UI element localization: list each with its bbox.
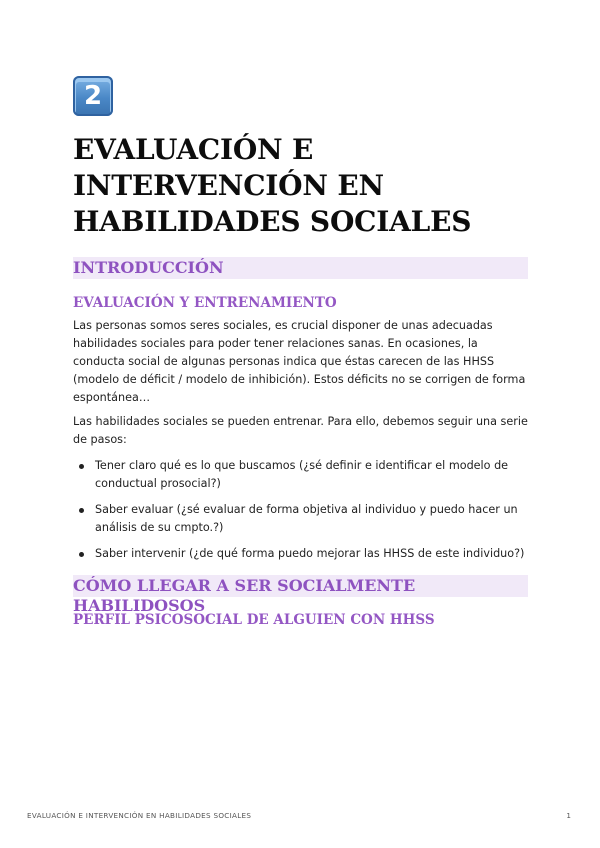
footer-running-title: EVALUACIÓN E INTERVENCIÓN EN HABILIDADES SOCIALES — [27, 811, 252, 820]
section-heading-socialmente-habilidosos: CÓMO LLEGAR A SER SOCIALMENTE HABILIDOSOS — [73, 575, 528, 597]
keycap-digit-two-icon — [73, 76, 113, 116]
list-item-text: Tener claro qué es lo que buscamos (¿sé definir e identificar el modelo de conductual prosocial?) — [95, 459, 509, 490]
list-item-text: Saber intervenir (¿de qué forma puedo mejorar las HHSS de este individuo?) — [95, 547, 525, 560]
list-item — [73, 501, 528, 537]
footer-page-number: 1 — [566, 811, 571, 820]
bullet-icon — [79, 552, 84, 557]
document-title: EVALUACIÓN E INTERVENCIÓN EN HABILIDADES SOCIALES — [73, 133, 472, 238]
bullet-icon — [79, 508, 84, 513]
chapter-number: 2 — [83, 81, 103, 111]
list-item — [73, 545, 528, 563]
subsection-heading-perfil: PERFIL PSICOSOCIAL DE ALGUIEN CON HHSS — [73, 612, 435, 628]
section-heading-introduccion: INTRODUCCIÓN — [73, 257, 528, 279]
paragraph-training: Las habilidades sociales se pueden entrenar. Para ello, debemos seguir una serie de pasos: — [73, 415, 528, 446]
list-item-text: Saber evaluar (¿sé evaluar de forma objetiva al individuo y puedo hacer un análisis de su cmpto.?) — [95, 503, 518, 534]
bullet-icon — [79, 464, 84, 469]
steps-list — [73, 457, 528, 563]
list-item — [73, 457, 528, 493]
document-page — [73, 76, 528, 629]
paragraph-intro: Las personas somos seres sociales, es crucial disponer de unas adecuadas habilidades sociales para poder tener relaciones sanas. En ocasiones, la conducta social de algunas personas indica que éstas carecen de las HHSS (modelo de déficit / modelo de inhibición). Estos déficits no se corrigen de forma espontánea… — [73, 319, 526, 404]
subsection-heading-evaluacion: EVALUACIÓN Y ENTRENAMIENTO — [73, 295, 337, 311]
